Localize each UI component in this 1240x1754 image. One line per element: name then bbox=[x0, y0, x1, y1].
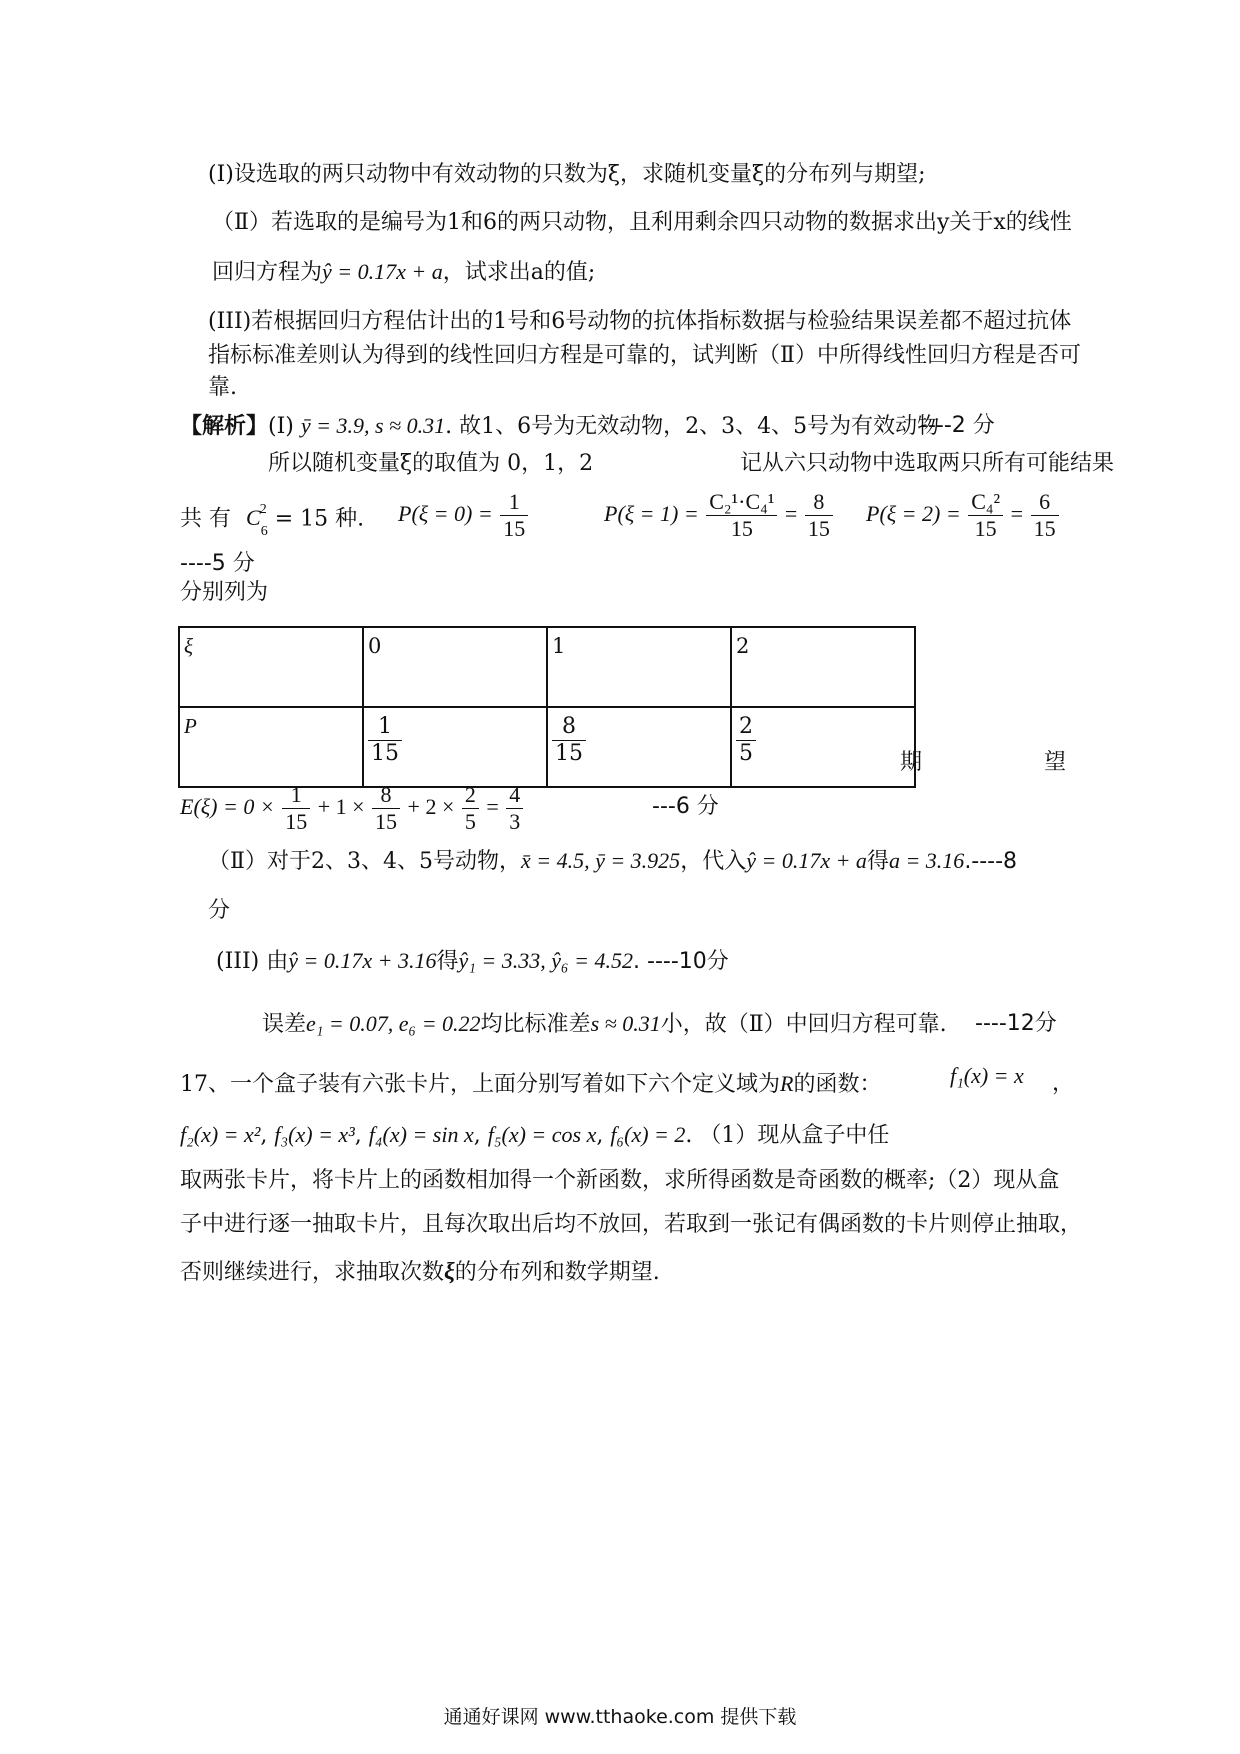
fraction-numerator: C₄² bbox=[968, 489, 1003, 516]
distribution-intro: 分别列为 bbox=[180, 580, 269, 605]
part2-text: （Ⅱ）对于2、3、4、5号动物， bbox=[208, 849, 521, 874]
comma: ， bbox=[1052, 1071, 1075, 1096]
table-cell-xi: ξ bbox=[179, 627, 363, 707]
part3-text: 均比标准差 bbox=[480, 1012, 591, 1037]
fraction-denominator: 5 bbox=[464, 809, 476, 835]
solution-line-1 bbox=[180, 411, 939, 442]
solution-part-label: (Ⅰ) bbox=[268, 414, 294, 439]
fraction bbox=[1031, 489, 1059, 542]
part3-text: (III) 由 bbox=[216, 949, 289, 974]
fraction-numerator: 6 bbox=[1031, 489, 1059, 516]
part3-line bbox=[216, 946, 729, 977]
solution-label: 【解析】 bbox=[180, 413, 269, 439]
q17-text: 的分布列和数学期望. bbox=[454, 1260, 660, 1285]
score-6: ---6 分 bbox=[652, 794, 719, 819]
fraction-denominator: 15 bbox=[375, 809, 398, 835]
fraction-numerator: 1 bbox=[282, 782, 310, 809]
fraction bbox=[372, 782, 400, 835]
solution-text: 共 有 bbox=[180, 506, 231, 532]
solution-line-3 bbox=[180, 484, 364, 544]
table-cell bbox=[731, 707, 915, 787]
question-part-1: (Ⅰ)设选取的两只动物中有效动物的只数为ξ，求随机变量ξ的分布列与期望; bbox=[208, 162, 926, 187]
function-f2: f₂(x) = x² bbox=[180, 1122, 261, 1147]
operator: = bbox=[486, 794, 499, 819]
score-8-unit: 分 bbox=[208, 898, 231, 923]
fraction bbox=[736, 714, 756, 767]
combination-c62: $C_6^2$ bbox=[246, 502, 268, 539]
fraction bbox=[805, 489, 833, 542]
score-10: . ----10分 bbox=[633, 949, 729, 974]
expectation-word-1: 期 bbox=[900, 750, 923, 775]
prob-lhs: P(ξ = 2) = bbox=[866, 501, 961, 526]
part3-text: 小，故（Ⅱ）中回归方程可靠. bbox=[660, 1012, 947, 1037]
question-part-3-line-3: 靠. bbox=[208, 375, 237, 400]
fraction-numerator: 2 bbox=[736, 714, 756, 741]
solution-line-2-left: 所以随机变量ξ的取值为 0，1，2 bbox=[268, 451, 594, 476]
table-row bbox=[179, 627, 915, 707]
fraction-denominator: 15 bbox=[371, 741, 399, 766]
part3-text: 误差 bbox=[262, 1012, 307, 1037]
mean-equation: x̄ = 4.5, ȳ = 3.925 bbox=[520, 848, 681, 873]
domain-r: R bbox=[780, 1071, 794, 1096]
q17-line-2: f₂(x) = x², f₃(x) = x³, f₄(x) = sin x, f₅(x) = cos x, f₆(x) = 2. （1）现从盒子中任 bbox=[180, 1122, 890, 1148]
score-2: ----2 分 bbox=[920, 413, 995, 438]
regression-equation: ŷ = 0.17x + 3.16 bbox=[288, 948, 437, 973]
prob-xi-0 bbox=[398, 484, 530, 544]
expectation-equation bbox=[180, 776, 525, 838]
fraction-numerator: C₂¹·C₄¹ bbox=[706, 489, 777, 516]
question-text: 回归方程为 bbox=[212, 260, 323, 285]
fraction bbox=[368, 714, 402, 767]
error-values: e₁ = 0.07, e₆ = 0.22 bbox=[306, 1011, 481, 1036]
q17-text: 否则继续进行，求抽取次数 bbox=[180, 1260, 445, 1285]
prob-lhs: P(ξ = 0) = bbox=[398, 501, 493, 526]
distribution-table bbox=[178, 626, 916, 788]
function-f3: f₃(x) = x³ bbox=[274, 1122, 355, 1147]
fraction bbox=[462, 782, 479, 835]
fraction-denominator: 15 bbox=[807, 516, 830, 542]
prob-xi-1: P(ξ = 1) = $\frac{\text{C₂¹·C₄¹}}{15}$ = $\frac{8}{15}$ bbox=[604, 484, 835, 544]
score-12: ----12分 bbox=[975, 1011, 1057, 1036]
fraction bbox=[282, 782, 310, 835]
fraction-denominator: 15 bbox=[555, 741, 583, 766]
fraction-denominator: 15 bbox=[730, 516, 753, 542]
solution-text: . 故1、6号为无效动物，2、3、4、5号为有效动物 bbox=[445, 414, 940, 439]
function-f5: f₅(x) = cos x bbox=[487, 1122, 597, 1147]
fraction-denominator: 15 bbox=[503, 516, 526, 542]
table-cell bbox=[547, 707, 731, 787]
fraction-denominator: 15 bbox=[974, 516, 997, 542]
combination-count: = 15 种. bbox=[274, 506, 365, 532]
q17-line-4: 子中进行逐一抽取卡片，且每次取出后均不放回，若取到一张记有偶函数的卡片则停止抽取， bbox=[180, 1212, 1083, 1237]
question-part-2-line-1: （Ⅱ）若选取的是编号为1和6的两只动物，且利用剩余四只动物的数据求出y关于x的线性 bbox=[212, 210, 1072, 235]
table-row bbox=[179, 707, 915, 787]
operator: + 1 × bbox=[317, 794, 365, 819]
fraction-numerator: 8 bbox=[552, 714, 586, 741]
table-cell: 0 bbox=[363, 627, 547, 707]
fraction-numerator: 2 bbox=[462, 782, 479, 809]
fraction-numerator: 8 bbox=[372, 782, 400, 809]
estimate-values: ŷ₁ = 3.33, ŷ₆ = 4.52 bbox=[458, 948, 634, 973]
xi-symbol: ξ bbox=[444, 1259, 455, 1285]
regression-equation: ŷ = 0.17x + a bbox=[746, 848, 867, 873]
fraction-numerator: 1 bbox=[368, 714, 402, 741]
table-cell-p: P bbox=[179, 707, 363, 787]
q17-line-3: 取两张卡片，将卡片上的函数相加得一个新函数，求所得函数是奇函数的概率;（2）现从盒 bbox=[180, 1168, 1060, 1193]
score-5: ----5 分 bbox=[180, 551, 255, 576]
q17-line-5 bbox=[180, 1257, 660, 1288]
fraction-numerator: 4 bbox=[506, 782, 523, 809]
fraction bbox=[968, 489, 1003, 542]
question-part-3-line-2: 指标标准差则认为得到的线性回归方程是可靠的，试判断（Ⅱ）中所得线性回归方程是否可 bbox=[208, 343, 1081, 368]
table-cell: 2 bbox=[731, 627, 915, 707]
table-cell bbox=[363, 707, 547, 787]
function-f6: f₆(x) = 2 bbox=[610, 1122, 686, 1147]
function-f4: f₄(x) = sin x bbox=[368, 1122, 474, 1147]
prob-xi-2: P(ξ = 2) = $\frac{\text{C₄²}}{15}$ = $\frac{6}{15}$ bbox=[866, 484, 1061, 544]
expectation-word-2: 望 bbox=[1044, 750, 1067, 775]
fraction-numerator: 1 bbox=[500, 489, 528, 516]
q17-line-1 bbox=[180, 1069, 881, 1100]
solution-line-2-right: 记从六只动物中选取两只所有可能结果 bbox=[740, 451, 1115, 476]
function-f1: f₁(x) = x bbox=[950, 1063, 1024, 1088]
q17-text: . （1）现从盒子中任 bbox=[685, 1123, 890, 1148]
prob-lhs: P(ξ = 1) = bbox=[604, 501, 699, 526]
mean-std-equation: ȳ = 3.9, s ≈ 0.31 bbox=[300, 413, 446, 438]
question-text: ，试求出a的值; bbox=[442, 260, 596, 285]
fraction bbox=[552, 714, 586, 767]
page-footer: 通通好课网 www.tthaoke.com 提供下载 bbox=[443, 1706, 797, 1728]
expectation-lhs: E(ξ) = 0 × bbox=[180, 794, 275, 819]
question-part-2-line-2 bbox=[212, 257, 595, 288]
a-value: a = 3.16 bbox=[888, 848, 965, 873]
part2-text: ，代入 bbox=[680, 849, 747, 874]
fraction-denominator: 15 bbox=[1033, 516, 1056, 542]
std-value: s ≈ 0.31 bbox=[590, 1011, 661, 1036]
fraction-denominator: 3 bbox=[509, 809, 521, 835]
question-part-3-line-1: (III)若根据回归方程估计出的1号和6号动物的抗体指标数据与检验结果误差都不超过抗体 bbox=[208, 309, 1072, 334]
regression-equation: ŷ = 0.17x + a bbox=[322, 259, 443, 284]
operator: + 2 × bbox=[407, 794, 455, 819]
part3-error-line bbox=[262, 1009, 947, 1040]
q17-text: 17、一个盒子装有六张卡片，上面分别写着如下六个定义域为 bbox=[180, 1072, 780, 1097]
fraction-numerator: 8 bbox=[805, 489, 833, 516]
table-cell: 1 bbox=[547, 627, 731, 707]
fraction bbox=[500, 489, 528, 542]
score-8: .----8 bbox=[964, 849, 1018, 874]
part2-line bbox=[208, 846, 1017, 877]
q17-text: 的函数： bbox=[793, 1072, 882, 1097]
part3-text: 得 bbox=[436, 949, 459, 974]
fraction bbox=[706, 489, 777, 542]
fraction-denominator: 15 bbox=[285, 809, 308, 835]
fraction-denominator: 5 bbox=[739, 741, 753, 766]
fraction bbox=[506, 782, 523, 835]
part2-text: 得 bbox=[866, 849, 889, 874]
